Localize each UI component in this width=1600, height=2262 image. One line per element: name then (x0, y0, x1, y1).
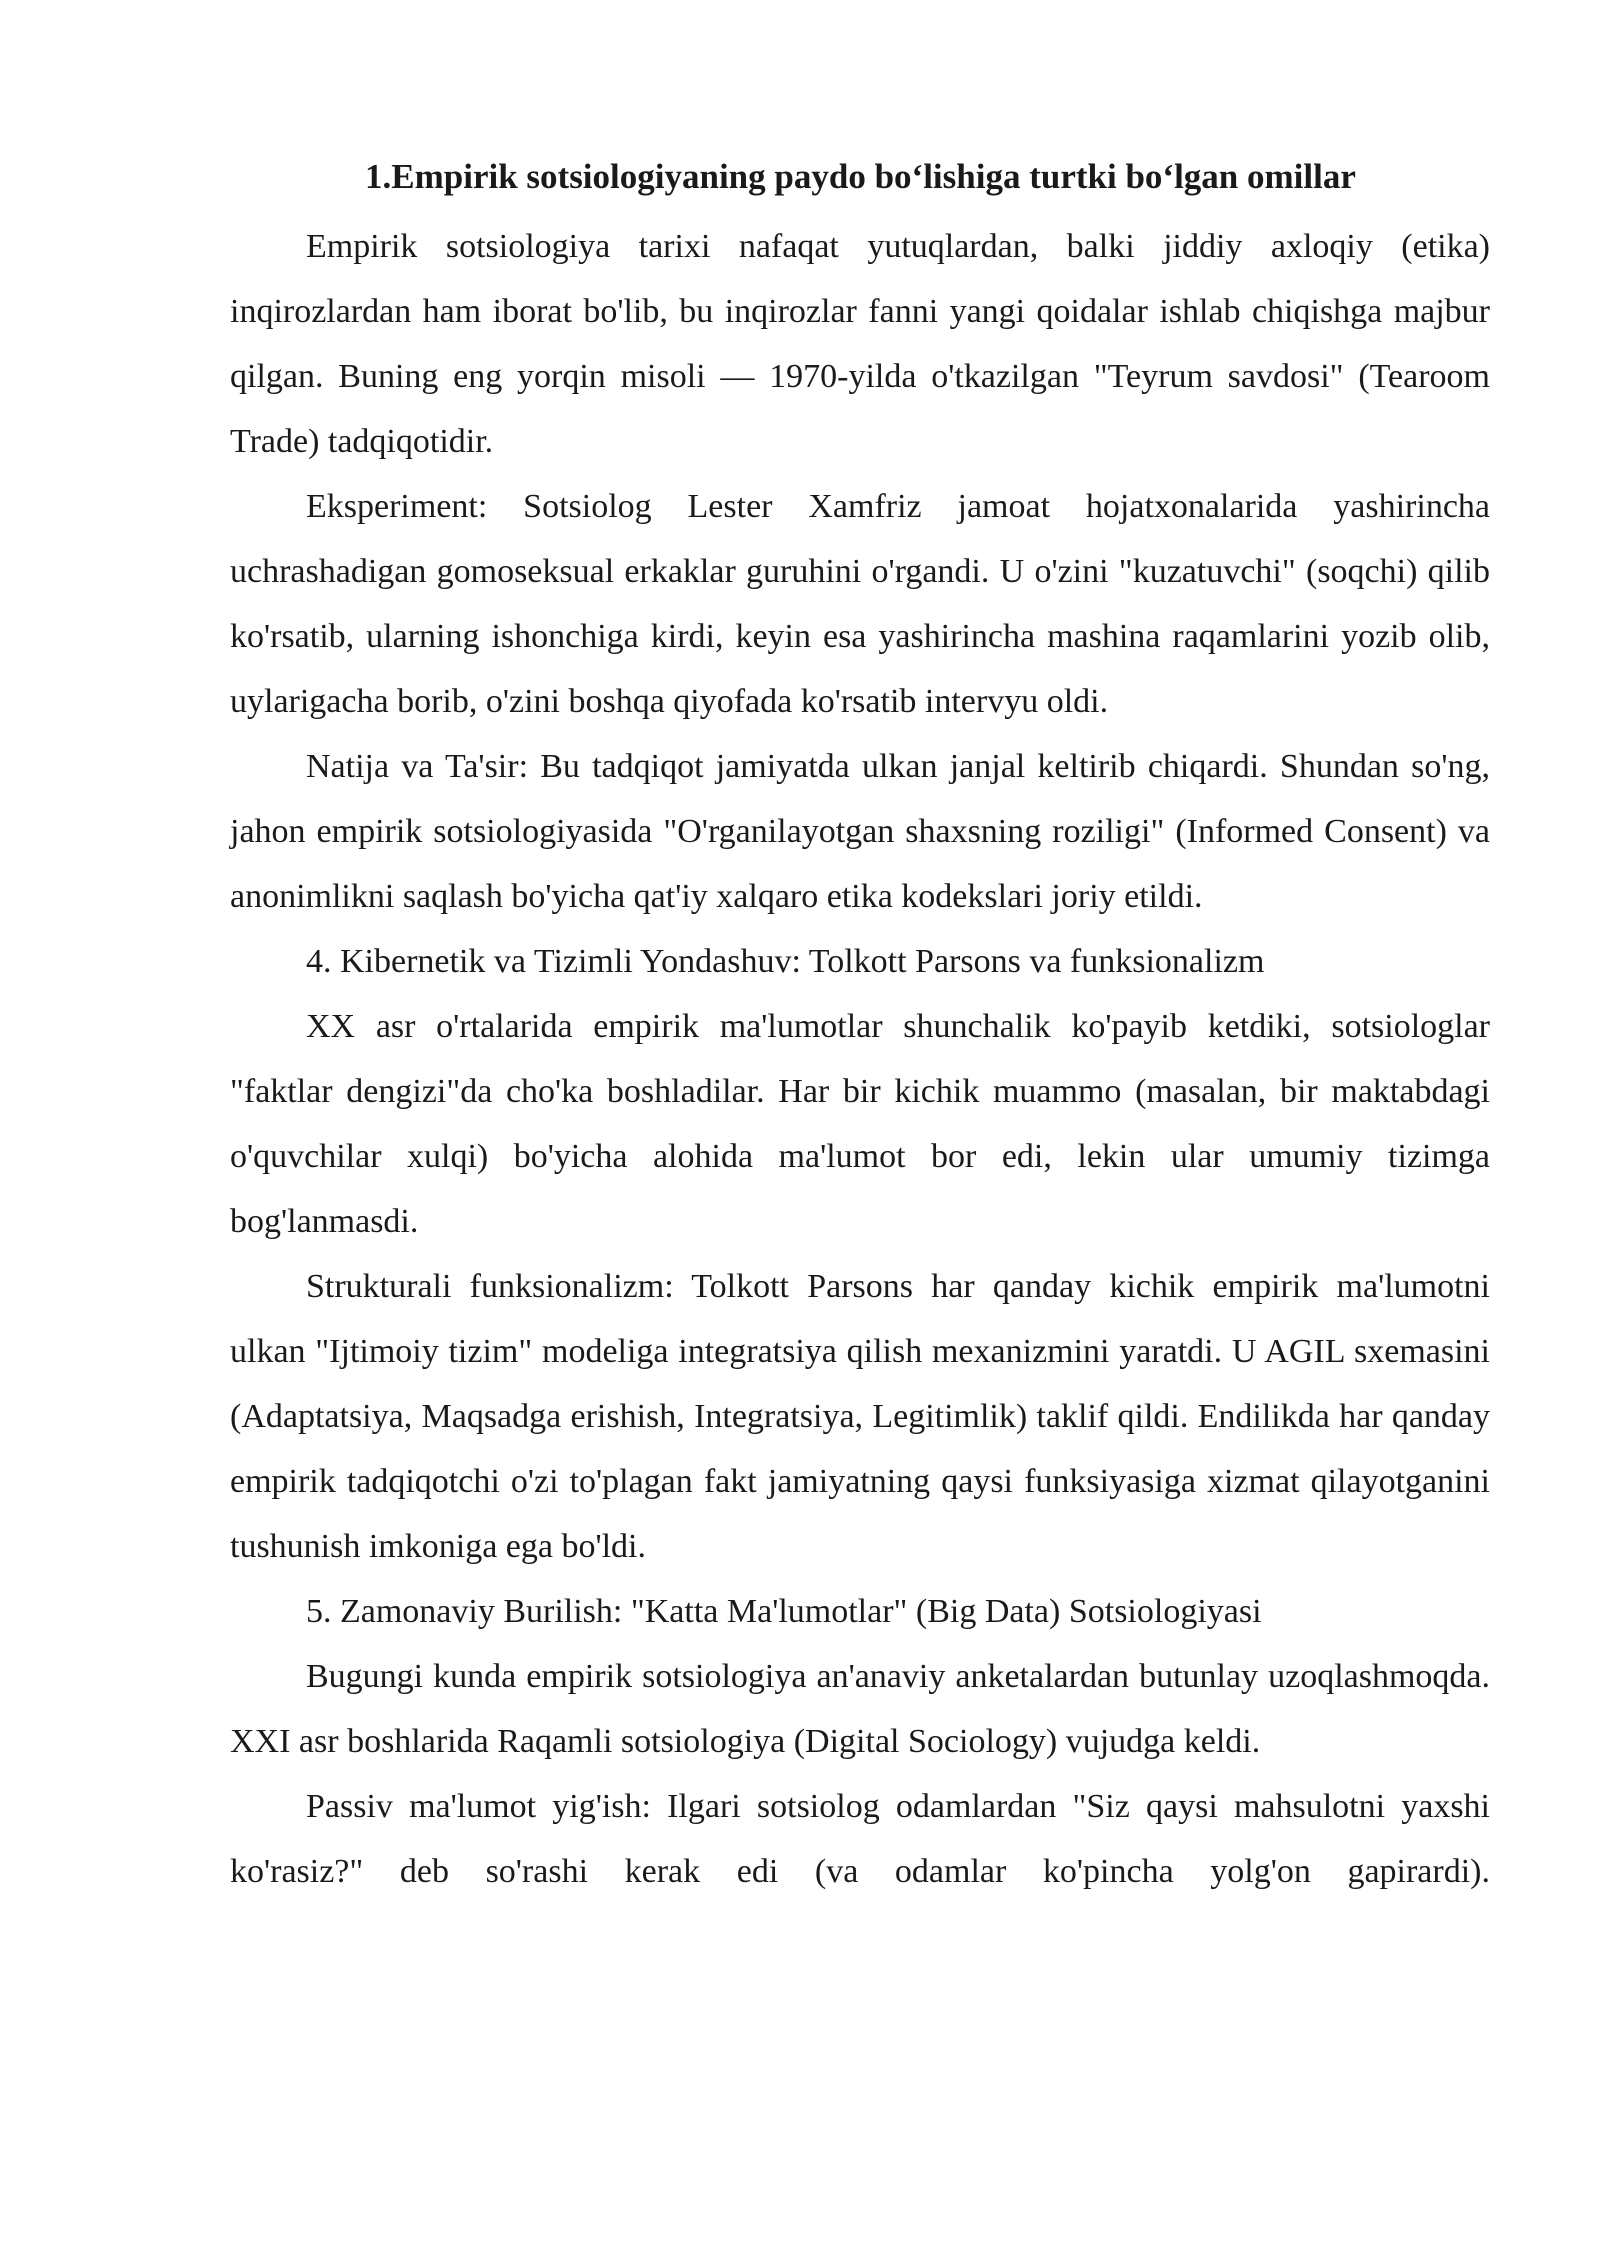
document-page (230, 150, 1490, 1904)
paragraph-digital-sociology: Bugungi kunda empirik sotsiologiya an'anaviy anketalardan butunlay uzoqlashmoqda. XXI asr boshlarida Raqamli sotsiologiya (Digital Sociology) vujudga keldi. (230, 1658, 1490, 1760)
subheading-cybernetic-approach: 4. Kibernetik va Tizimli Yondashuv: Tolkott Parsons va funksionalizm (306, 943, 1265, 980)
paragraph-result-impact: Natija va Ta'sir: Bu tadqiqot jamiyatda ulkan janjal keltirib chiqardi. Shundan so'ng, jahon empirik sotsiologiyasida "O'rganilayotgan shaxsning roziligi" (Informed Consent) va anonimlikni saqlash bo'yicha qat'iy xalqaro etika kodekslari joriy etildi. (230, 748, 1490, 915)
paragraph-ethics-history: Empirik sotsiologiya tarixi nafaqat yutuqlardan, balki jiddiy axloqiy (etika) inqirozlardan ham iborat bo'lib, bu inqirozlar fanni yangi qoidalar ishlab chiqishga majbur qilgan. Buning eng yorqin misoli — 1970-yilda o'tkazilgan "Teyrum savdosi" (Tearoom Trade) tadqiqotidir. (230, 228, 1490, 460)
paragraph-structural-functionalism: Strukturali funksionalizm: Tolkott Parsons har qanday kichik empirik ma'lumotni ulkan "Ijtimoiy tizim" modeliga integratsiya qilish mexanizmini yaratdi. U AGIL sxemasini (Adaptatsiya, Maqsadga erishish, Integratsiya, Legitimlik) taklif qildi. Endilikda har qanday empirik tadqiqotchi o'zi to'plagan fakt jamiyatning qaysi funksiyasiga xizmat qilayotganini tushunish imkoniga ega bo'ldi. (230, 1268, 1490, 1565)
paragraph-experiment: Eksperiment: Sotsiolog Lester Xamfriz jamoat hojatxonalarida yashirincha uchrashadigan gomoseksual erkaklar guruhini o'rgandi. U o'zini "kuzatuvchi" (soqchi) qilib ko'rsatib, ularning ishonchiga kirdi, keyin esa yashirincha mashina raqamlarini yozib olib, uylarigacha borib, o'zini boshqa qiyofada ko'rsatib intervyu oldi. (230, 488, 1490, 720)
paragraph-passive-data: Passiv ma'lumot yig'ish: Ilgari sotsiolog odamlardan "Siz qaysi mahsulotni yaxshi ko'rasiz?" deb so'rashi kerak edi (va odamlar ko'pincha yolg'on gapirardi). (230, 1788, 1490, 1890)
paragraph-facts-sea: XX asr o'rtalarida empirik ma'lumotlar shunchalik ko'payib ketdiki, sotsiologlar "faktlar dengizi"da cho'ka boshladilar. Har bir kichik muammo (masalan, bir maktabdagi o'quvchilar xulqi) bo'yicha alohida ma'lumot bor edi, lekin ular umumiy tizimga bog'lanmasdi. (230, 1008, 1490, 1240)
subheading-big-data: 5. Zamonaviy Burilish: "Katta Ma'lumotlar" (Big Data) Sotsiologiyasi (306, 1593, 1262, 1630)
section-title: 1.Empirik sotsiologiyaning paydo bo‘lishiga turtki bo‘lgan omillar (365, 157, 1356, 196)
